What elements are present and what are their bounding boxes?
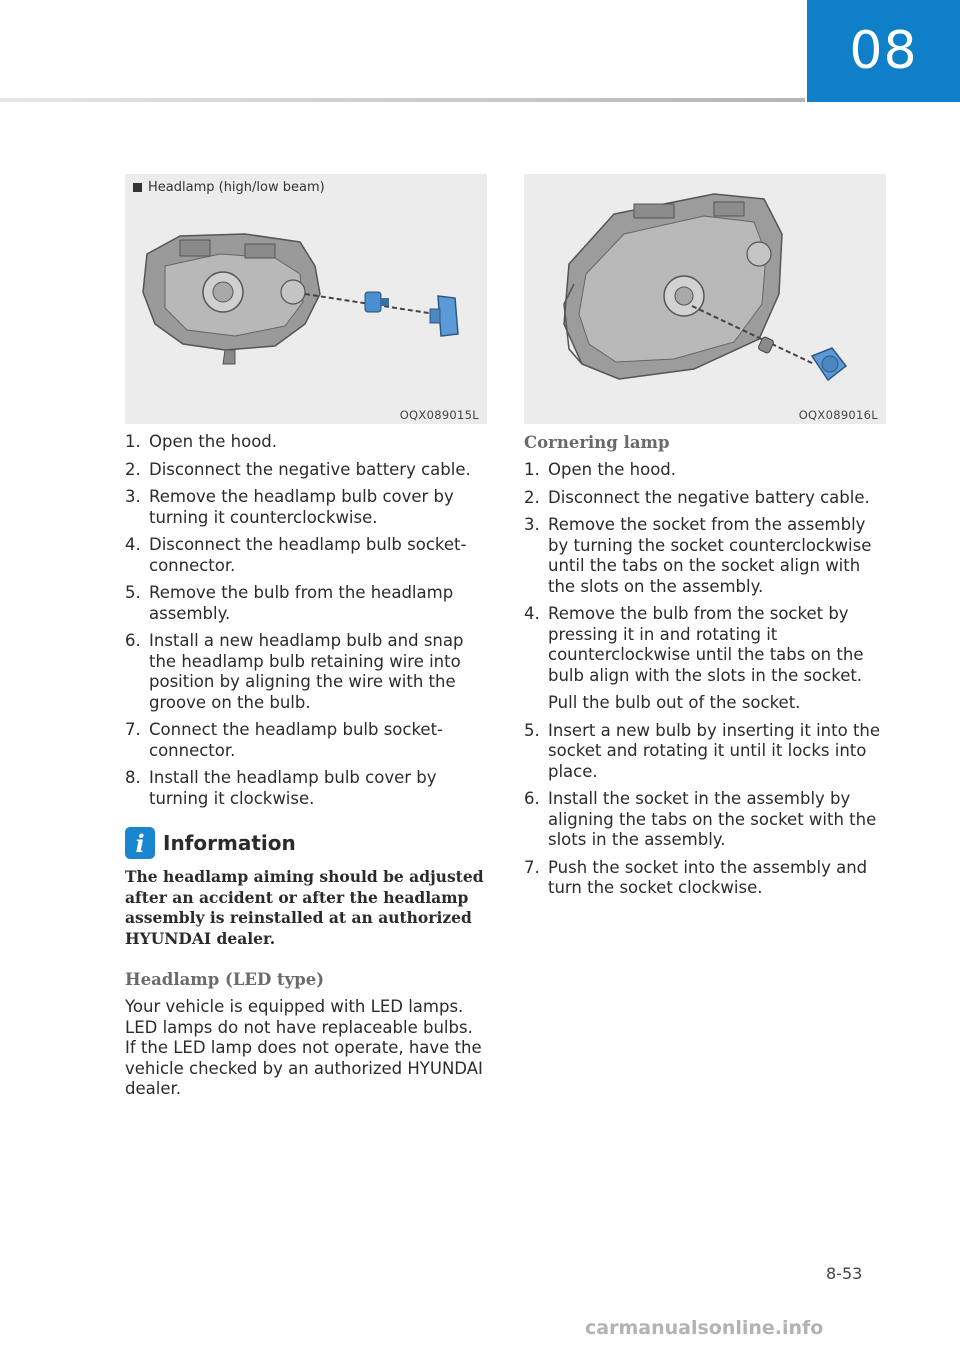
step-text: Open the hood. [149, 432, 278, 451]
step-text: Insert a new bulb by inserting it into the socket and rotating it until it locks into place. [548, 720, 881, 781]
step-item [125, 768, 487, 809]
chapter-number: 08 [849, 21, 918, 81]
step-item [125, 460, 487, 481]
step-text: Remove the headlamp bulb cover by turning it counterclockwise. [149, 487, 454, 527]
headlamp-steps-list [125, 432, 487, 809]
step-item [125, 583, 487, 624]
step-item [125, 631, 487, 713]
step-item [125, 487, 487, 528]
step-text: Connect the headlamp bulb socket-connector. [149, 720, 444, 760]
cornering-illustration [524, 174, 886, 424]
step-number: 3. [125, 487, 141, 506]
cornering-steps-list [524, 460, 886, 899]
step-number: 6. [125, 631, 141, 650]
step-item [524, 858, 886, 899]
step-number: 3. [524, 515, 540, 534]
led-section-text: Your vehicle is equipped with LED lamps. LED lamps do not have replaceable bulbs. If the LED lamp does not operate, have the vehicle checked by an authorized HYUNDAI dealer. [125, 997, 483, 1098]
step-number: 6. [524, 789, 540, 808]
led-section [125, 969, 487, 1100]
right-column [524, 432, 886, 906]
step-number: 7. [524, 857, 540, 877]
step-text: Disconnect the negative battery cable. [149, 459, 471, 479]
step-number: 4. [125, 535, 141, 554]
step-number: 1. [125, 432, 141, 451]
step-number: 7. [125, 720, 141, 739]
step-text: Install the headlamp bulb cover by turning it clockwise. [149, 768, 437, 808]
page-number: 8-53 [826, 1264, 863, 1283]
step-number: 4. [524, 604, 540, 623]
step-number: 1. [524, 460, 540, 479]
watermark: carmanualsonline.info [585, 1317, 824, 1339]
step-item [125, 535, 487, 576]
information-title: Information [163, 831, 296, 855]
step-item [524, 789, 886, 851]
headlamp-figure [125, 174, 487, 424]
information-text: The headlamp aiming should be adjusted after an accident or after the headlamp assembly is reinstalled at an authorized HYUNDAI dealer. [125, 867, 484, 948]
left-column [125, 432, 487, 1100]
cornering-figure [524, 174, 886, 424]
step-text: Push the socket into the assembly and turn the socket clockwise. [548, 857, 868, 897]
step-item [524, 460, 886, 481]
headlamp-figure-title-text: Headlamp (high/low beam) [148, 180, 325, 195]
step-text: Install a new headlamp bulb and snap the headlamp bulb retaining wire into position by aligning the wire with the groove on the bulb. [149, 631, 464, 712]
step-number: 2. [524, 487, 540, 507]
step-text: Remove the bulb from the socket by pressing it in and rotating it counterclockwise until the tabs on the bulb align with the slots in the socket. [548, 604, 864, 685]
information-box [125, 827, 487, 949]
cornering-figure-code: OQX089016L [798, 408, 878, 422]
step-text: Disconnect the headlamp bulb socket-connector. [149, 535, 467, 575]
step-number: 5. [125, 583, 141, 602]
chapter-tab [807, 0, 960, 102]
headlamp-figure-title [133, 180, 325, 195]
step-item [125, 720, 487, 761]
cornering-section-heading: Cornering lamp [524, 433, 670, 452]
headlamp-illustration [125, 174, 487, 424]
step-text: Remove the socket from the assembly by turning the socket counterclockwise until the tabs on the socket align with the slots on the assembly. [548, 515, 872, 596]
led-section-heading: Headlamp (LED type) [125, 970, 325, 989]
step-item [524, 721, 886, 783]
step-text: Open the hood. [548, 460, 677, 479]
headlamp-figure-code: OQX089015L [399, 408, 479, 422]
square-bullet-icon [133, 183, 142, 192]
step-extra-text: Pull the bulb out of the socket. [548, 693, 801, 712]
step-number: 2. [125, 459, 141, 479]
step-text: Remove the bulb from the headlamp assembly. [149, 583, 454, 623]
step-item [524, 515, 886, 597]
header-rule [0, 98, 805, 102]
information-header [125, 827, 487, 859]
step-item [524, 604, 886, 714]
step-text: Disconnect the negative battery cable. [548, 487, 870, 507]
step-number: 8. [125, 768, 141, 787]
step-number: 5. [524, 720, 540, 740]
step-item [524, 488, 886, 509]
information-icon: i [125, 827, 155, 859]
step-item [125, 432, 487, 453]
step-text: Install the socket in the assembly by aligning the tabs on the socket with the slots in the assembly. [548, 789, 877, 849]
